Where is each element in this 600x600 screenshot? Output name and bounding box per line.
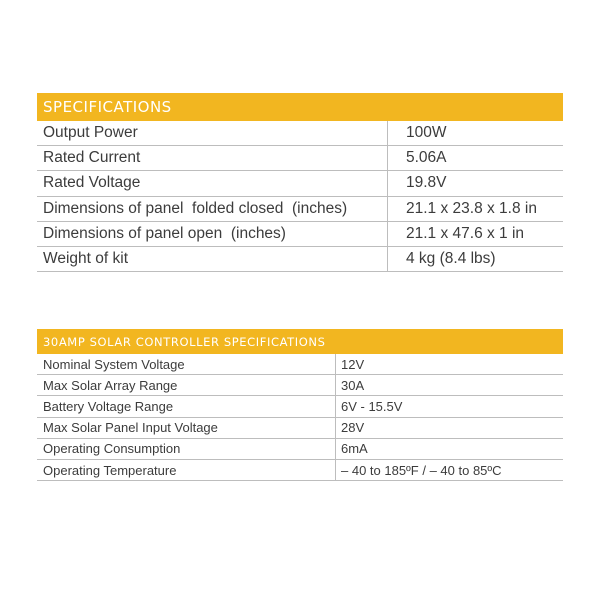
spec-label: Rated Voltage [43,174,141,192]
spec-value: 5.06A [387,146,563,170]
spec-label: Operating Temperature [43,462,177,478]
controller-row-operating-temperature [37,460,563,481]
spec-label: Dimensions of panel folded closed (inches) [43,199,348,217]
spec-value: 100W [387,121,563,145]
spec-row-rated-current [37,146,563,171]
spec-label: Output Power [43,124,138,142]
spec-label: Dimensions of panel open (inches) [43,224,286,242]
spec-value: 6mA [335,439,563,459]
spec-value: 19.8V [387,171,563,195]
controller-row-operating-consumption [37,439,563,460]
controller-row-battery-voltage-range [37,396,563,417]
spec-row-weight [37,247,563,272]
spec-value: – 40 to 185ºF / – 40 to 85ºC [335,460,563,480]
spec-value: 21.1 x 47.6 x 1 in [387,222,563,246]
specifications-table [37,93,563,272]
specifications-header: SPECIFICATIONS [37,93,563,121]
spec-row-output-power [37,121,563,146]
controller-row-nominal-voltage [37,354,563,375]
spec-value: 30A [335,375,563,395]
spec-label: Weight of kit [43,250,129,268]
spec-row-dimensions-open [37,222,563,247]
spec-label: Max Solar Panel Input Voltage [43,420,218,436]
controller-row-max-input-voltage [37,418,563,439]
spec-label: Rated Current [43,149,141,167]
spec-value: 21.1 x 23.8 x 1.8 in [387,197,563,221]
spec-label: Operating Consumption [43,441,181,457]
spec-label: Nominal System Voltage [43,356,185,372]
spec-label: Battery Voltage Range [43,398,174,414]
spec-value: 28V [335,418,563,438]
spec-row-dimensions-closed [37,197,563,222]
spec-label: Max Solar Array Range [43,377,178,393]
controller-specifications-table [37,329,563,481]
spec-value: 6V - 15.5V [335,396,563,416]
spec-row-rated-voltage [37,171,563,196]
spec-value: 12V [335,354,563,374]
controller-specifications-header: 30AMP SOLAR CONTROLLER SPECIFICATIONS [37,329,563,354]
controller-row-max-array-range [37,375,563,396]
spec-value: 4 kg (8.4 lbs) [387,247,563,271]
